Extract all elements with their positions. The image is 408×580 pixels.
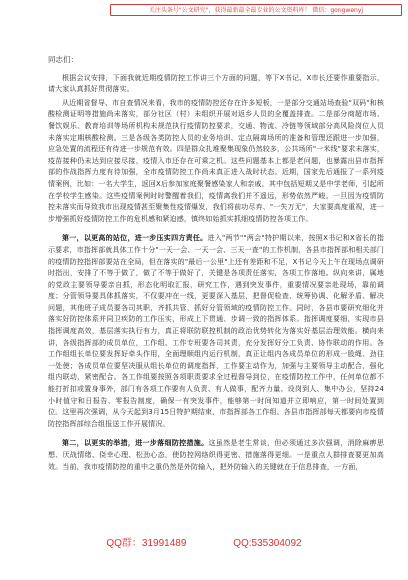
footer-qq: QQ:535304092 bbox=[233, 538, 302, 549]
footer-contact bbox=[0, 538, 408, 550]
footer-qq-group: QQ群：31991489 bbox=[106, 538, 187, 549]
section-2 bbox=[48, 438, 384, 473]
section-1 bbox=[48, 233, 384, 430]
paragraph-situation: 从近期省督导、市自查情况来看，我市的疫情防控还存在许多短板，一是部分交通站场查验"双码"和核酸检测证明等措施尚未落实，部分社区（村）未组织开展对返乡人员的全覆盖排查。二是部分商超市场、餐饮娱乐、教育培训等场所机构未规范执行疫情防控要求，交通、物流、冷链等领域部分高风险岗位人员未落实定期核酸检测。三是各级各类防控人员的业务培训、定点隔离场所的准备和管理还跟进一步加强，应急处置的流程还有待进一步规范有效。四是群众扎堆聚集现象仍然较多，公共场所"一米线"要求未落实，疫苗接种仍未达到应接尽接，疫情入市还存在可乘之机。这些问题基本上都是老问题，也暴露出县市指挥部的作战指挥力度有待加强，全市疫情防控工作尚未真正进入战时状态。近期，国家先后通报了一系列疫情案例，比如：一名大学生，返回X后参加家庭聚餐感染家人和亲戚，其中包括短期又是中学老师，引起所在学校学生感染。这些疫情案例时时警醒着我们，疫情离我们并不遥远，形势依然严峻。一旦因为疫情防控未落实而导致我市出现疫情甚至聚集性疫情爆发，我们将前功尽弃、"一失万无"，大家要高度重视，进一步增强抓好疫情防控工作的危机感和紧迫感，慎终如始抓实抓细疫情防控各项工作。 bbox=[48, 98, 384, 223]
document-body bbox=[48, 54, 384, 475]
section-2-body: 这虽然是老生常谈，但必须通过多次强调，消除麻痹思想、厌战情绪、侥幸心理、松劲心态，使防控网络织得更密、措施落得更细。一是重点人群排查要更加高效。当前，我市疫情防控的重中之重仍然是外防输入，把外防输入的关键就在于信息排查，一方面， bbox=[48, 439, 384, 471]
paragraph-intro: 根据会议安排，下面我就近期疫情防控工作讲三个方面的问题，等下X书记、X市长还要作重要指示，请大家认真抓好贯彻落实。 bbox=[48, 73, 384, 94]
promo-banner: 关注头条号"公文研究"，获得最新最全最专业的公文资料库！ 微信：gongwenyj bbox=[110, 4, 402, 16]
section-2-heading: 第二，以更实的举措，进一步落细防控措施。 bbox=[62, 439, 209, 448]
section-1-heading: 第一，以更高的站位，进一步压实四方责任。 bbox=[62, 234, 208, 243]
greeting: 同志们： bbox=[48, 55, 79, 64]
section-1-body: 进入"两节""两会"特护期以来，按照X书记和X省长的指示要求，市指挥部就具体工作十分"一天一会、一天一会、三天一查"的工作机制，各县市指挥部和相关部门的疫情防控指挥部要站在全局，但在落实的"最后一公里"上还有差距和不足，X书记今天上午在现场点调研时指出，安排了不等于做了，做了不等于做好了，关键是各项责任落实，各项工作落地。纵向来讲，属地的党政主要领导要亲自抓，形态化明取汇报，研究工作，遇到突发事件，重要情况要亲赴现场，靠前调度；分管领导要具体抓落实，不仅要冲在一线，更要深入基层，把督促检查、统筹协调、化解矛盾、解决问题，其他班子成员要各司其职，齐抓共管，抓好分管领域的疫情防控工作。同时，各县市要研究细化并落实好防控体系并同卫疾防的工作压实，形成上下贯通、步调一致的指挥体系。指挥调度要细，实现市县指挥调度高效，基层落实执行有力，真正将联防联控机制的政治优势转化为落实好基层治理效能。横向来讲，各级指挥部的成员单位，工作组、工作专班要各司其责，充分发挥好分工负责、协作联动的作用。各工作组组长单位要发挥好牵头作用，全面理顺组内运行机制，真正让组内各成员单位的形成一股绳、劲往一处使；各成员单位要坚决服从组长单位的调度指挥，工作要主动作为，加强与主要领导主动配合，强化组内联动，紧密配合。各工作组要按照各项职责要求全过程督导到位，在疫情防控工作中，任何单位都不能打折扣或置身事外，部门有各项工作要有人负责、有人做事，配齐力量、设岗到人、集中办公，坚持24小时值守和日报告、零报告制度，确保一有突发事件，能够第一时间知道并立即响应，第一时间处置到位。这里再次强调，从今天起到3月15日特护期结束，市指挥部各工作组、各县市指挥部每天都要向市疫情防控指挥部综合组报送工作开展情况。 bbox=[48, 234, 384, 428]
